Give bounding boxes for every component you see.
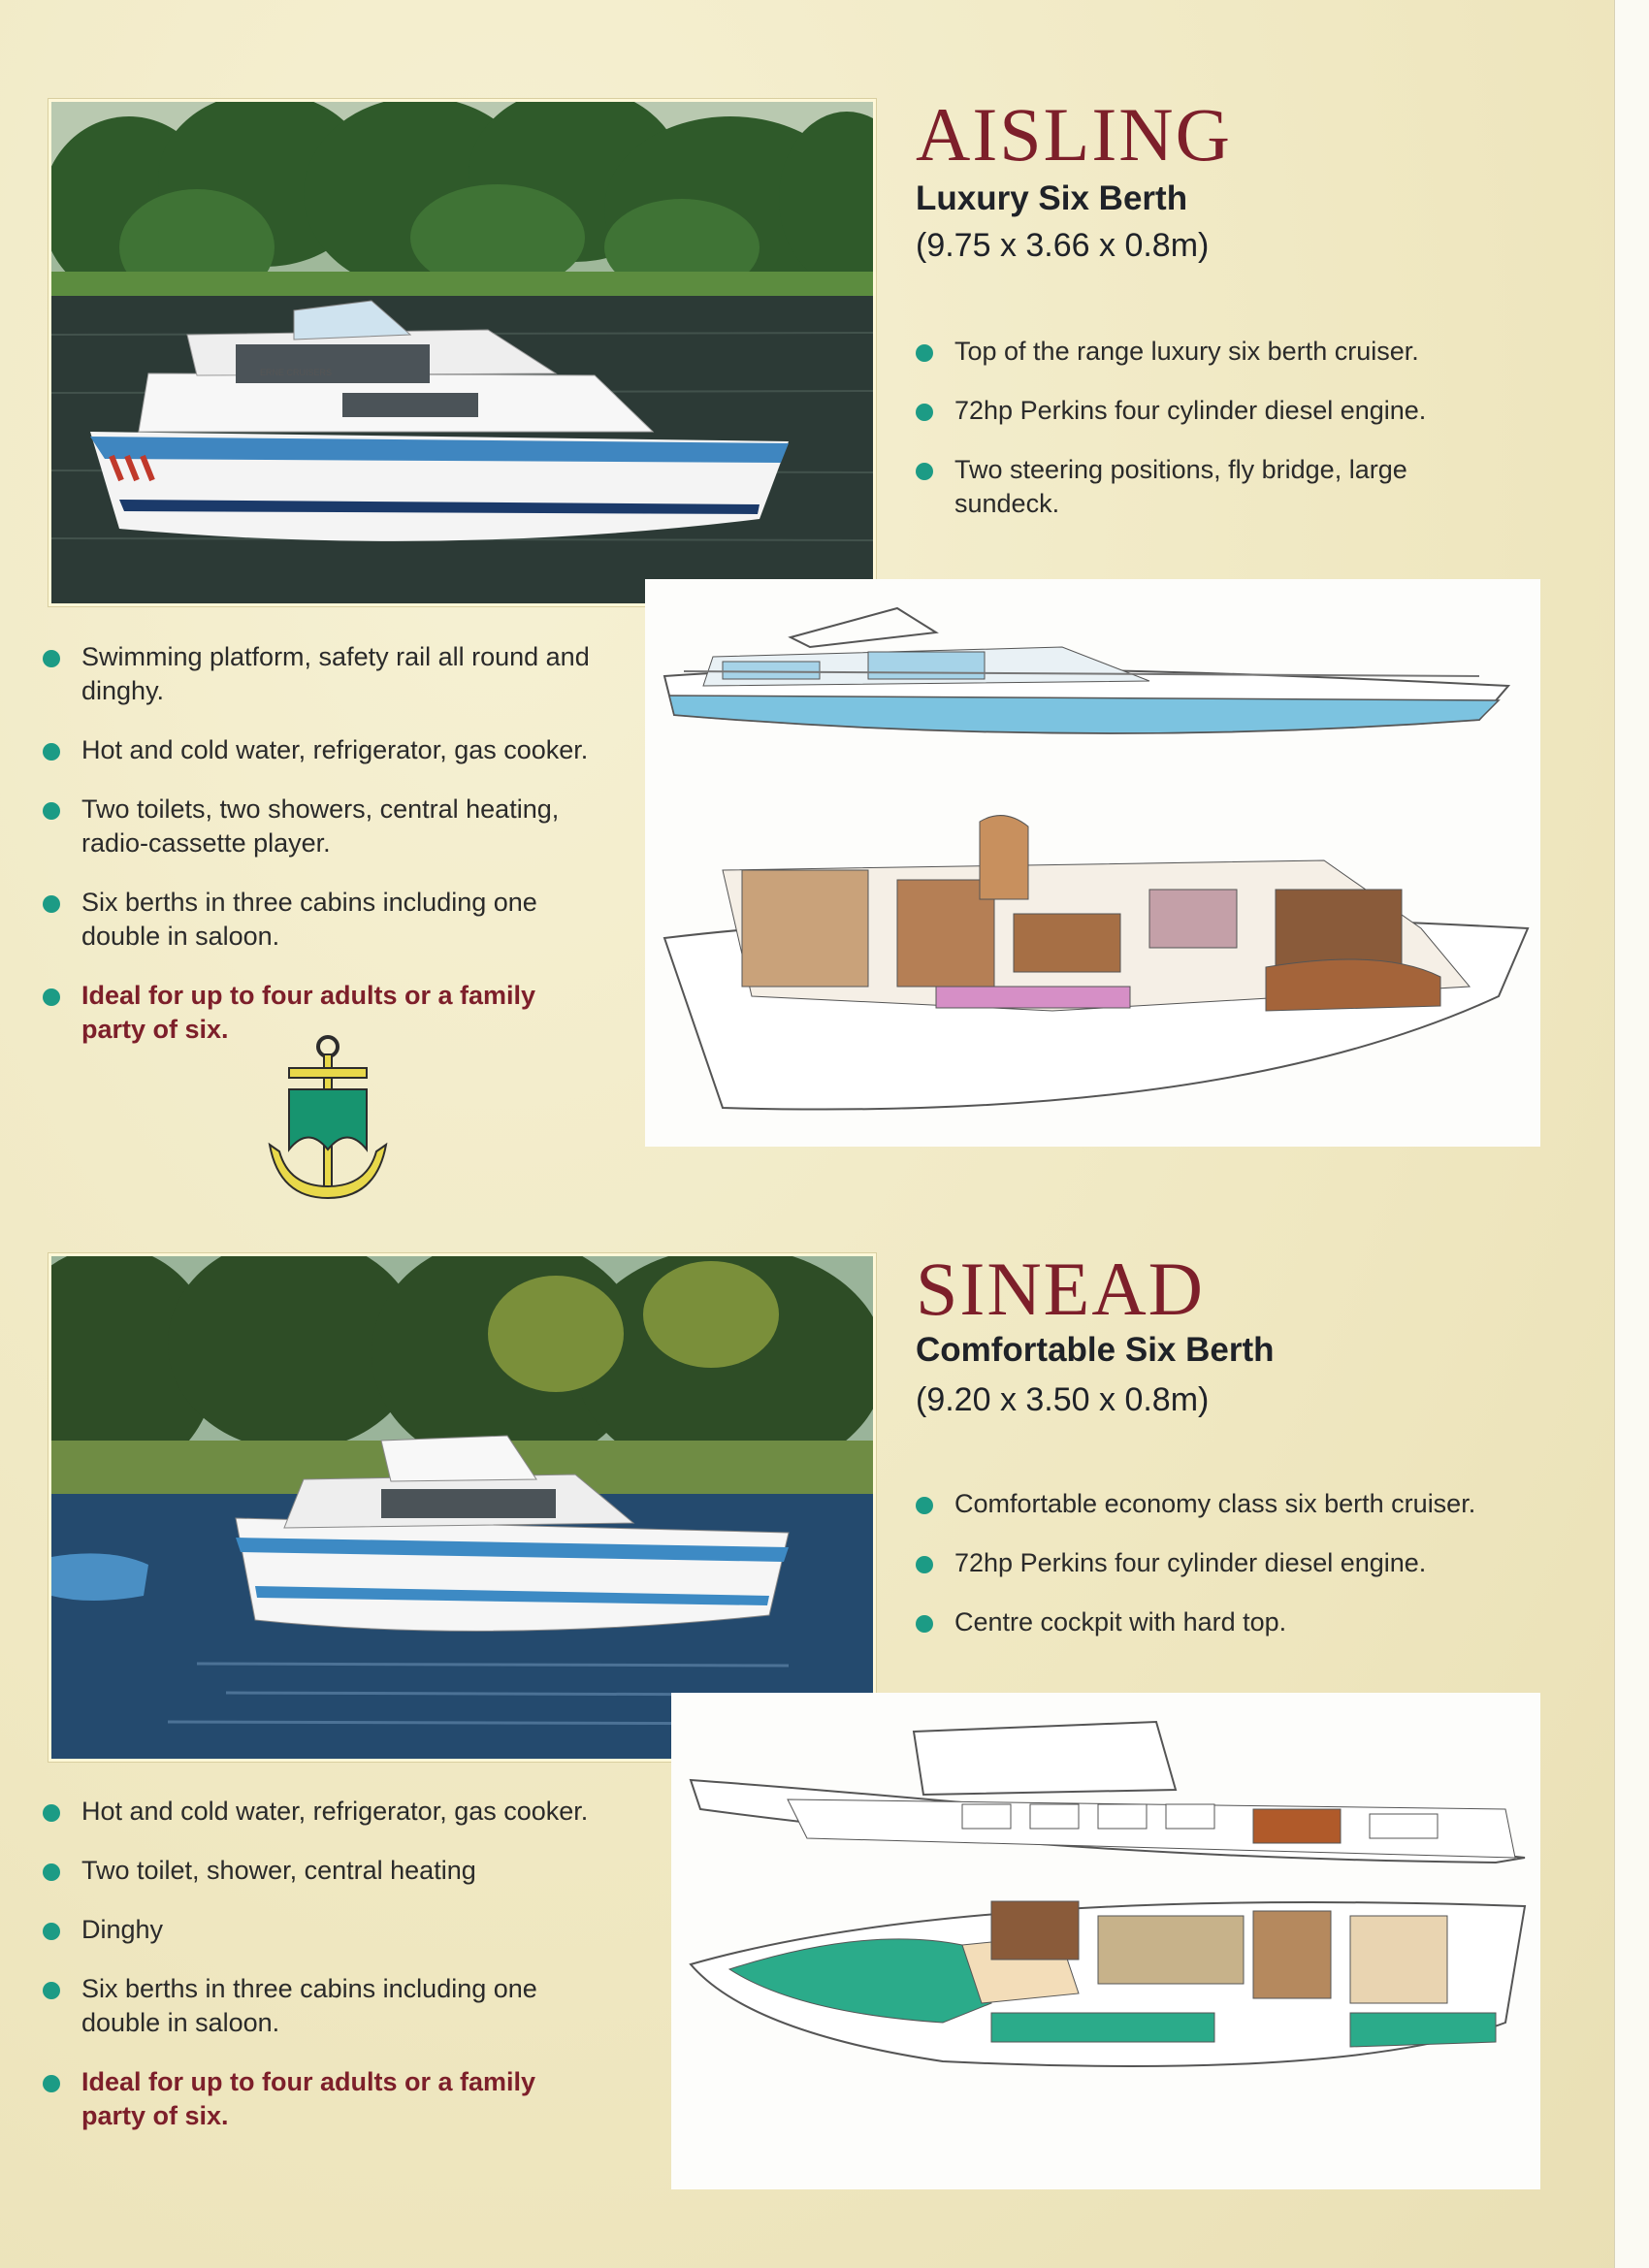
list-item: Hot and cold water, refrigerator, gas cooker. bbox=[43, 1795, 625, 1829]
page-edge bbox=[1614, 0, 1649, 2268]
list-item: Hot and cold water, refrigerator, gas cooker. bbox=[43, 733, 605, 767]
sinead-features-left bbox=[43, 1795, 625, 2158]
list-item: Swimming platform, safety rail all round and dinghy. bbox=[43, 640, 605, 708]
sinead-features-right bbox=[916, 1487, 1546, 1665]
list-item: Comfortable economy class six berth cruiser. bbox=[916, 1487, 1546, 1521]
list-item: Centre cockpit with hard top. bbox=[916, 1605, 1546, 1639]
sinead-cutaway-drawing bbox=[671, 1693, 1540, 2189]
aisling-hull-sign: ERNE CRUISERS bbox=[260, 368, 333, 377]
aisling-features-right bbox=[916, 335, 1546, 546]
aisling-dimensions: (9.75 x 3.66 x 0.8m) bbox=[916, 227, 1210, 264]
sinead-subtitle: Comfortable Six Berth bbox=[916, 1331, 1275, 1369]
list-item: Six berths in three cabins including one double in saloon. bbox=[43, 1972, 605, 2040]
sinead-photo bbox=[48, 1253, 876, 1762]
list-item: 72hp Perkins four cylinder diesel engine. bbox=[916, 394, 1546, 428]
aisling-highlight: Ideal for up to four adults or a family party of six. bbox=[43, 979, 605, 1047]
list-item: Two toilet, shower, central heating bbox=[43, 1854, 625, 1888]
sinead-title: SINEAD bbox=[916, 1247, 1205, 1331]
list-item: Top of the range luxury six berth cruiser. bbox=[916, 335, 1546, 369]
aisling-title: AISLING bbox=[916, 92, 1232, 177]
aisling-subtitle: Luxury Six Berth bbox=[916, 179, 1188, 217]
list-item: 72hp Perkins four cylinder diesel engine. bbox=[916, 1546, 1546, 1580]
sinead-highlight: Ideal for up to four adults or a family party of six. bbox=[43, 2065, 605, 2133]
aisling-photo bbox=[48, 99, 876, 606]
list-item: Two steering positions, fly bridge, large sundeck. bbox=[916, 453, 1459, 521]
sinead-dimensions: (9.20 x 3.50 x 0.8m) bbox=[916, 1381, 1210, 1418]
aisling-features-left bbox=[43, 640, 605, 1072]
list-item: Two toilets, two showers, central heating, radio-cassette player. bbox=[43, 793, 605, 860]
list-item: Six berths in three cabins including one double in saloon. bbox=[43, 886, 605, 954]
aisling-cutaway-drawing bbox=[645, 579, 1540, 1147]
anchor-logo-icon bbox=[260, 1033, 396, 1222]
list-item: Dinghy bbox=[43, 1913, 625, 1947]
